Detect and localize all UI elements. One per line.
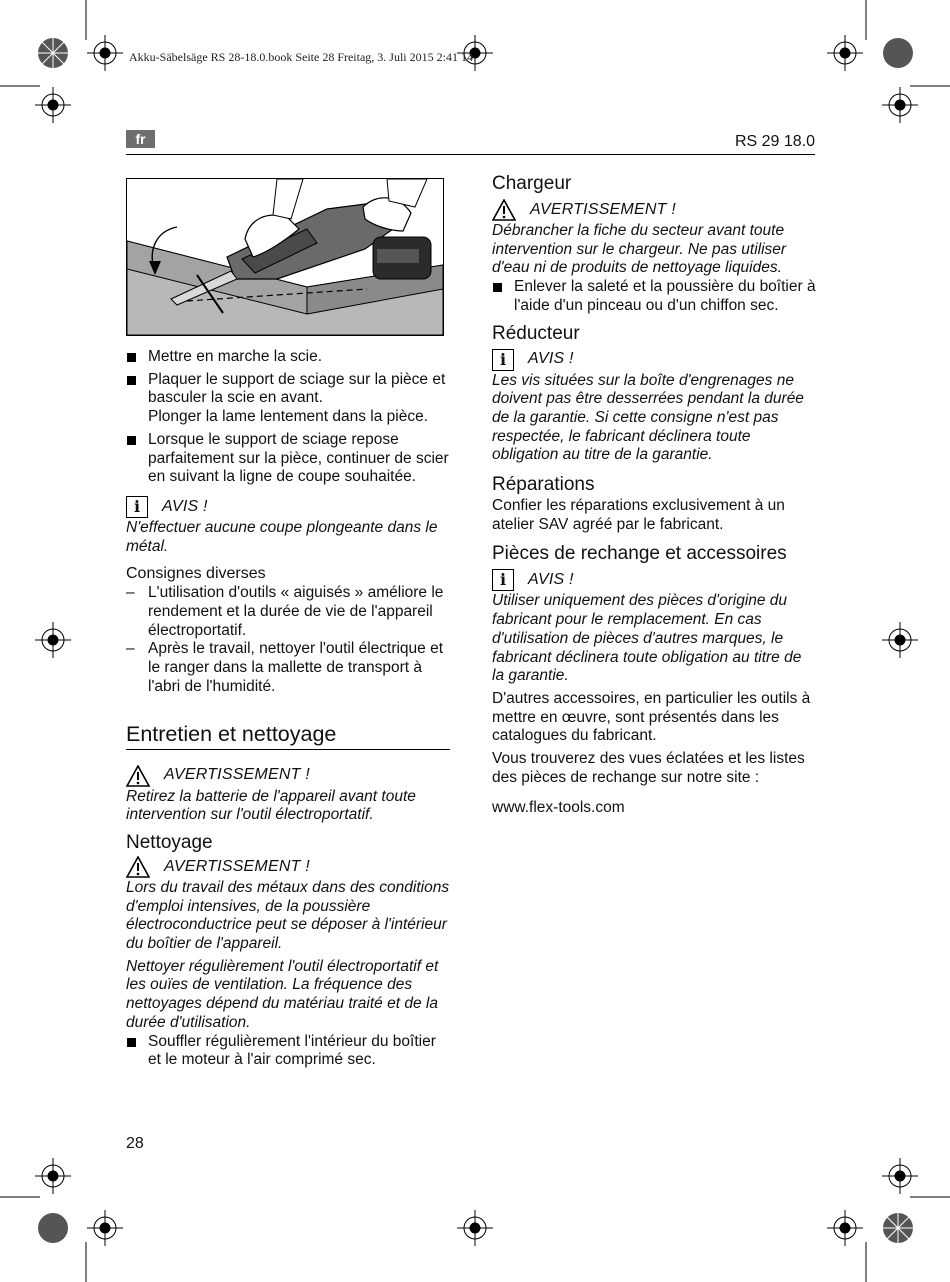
warning-header: AVERTISSEMENT ! [126,764,450,788]
operation-steps [126,348,450,487]
notice-header: i AVIS ! [492,568,816,592]
warning-text: Nettoyer régulièrement l'outil électroportatif et les ouïes de ventilation. La fréquence des nettoyages dépend du matériau traité et de la durée d'utilisation. [126,957,439,1031]
notice-header: i AVIS ! [492,348,816,372]
list-item: Mettre en marche la scie. [126,348,450,367]
warning-header: AVERTISSEMENT ! [126,855,450,879]
notice-text: Les vis situées sur la boîte d'engrenages ne doivent pas être desserrées pendant la durée de la garantie. Si cette consigne n'est pas respectée, le fabricant déclinera toute obligation au titre de la garantie. [492,371,804,464]
warning-icon [126,856,150,878]
charger-steps [492,278,816,315]
website-link[interactable]: www.flex-tools.com [492,799,625,817]
section-heading: Réducteur [492,322,580,344]
saw-illustration [126,178,444,336]
model-number: RS 29 18.0 [734,133,815,150]
list-item: Enlever la saleté et la poussière du boîtier à l'aide d'un pinceau ou d'un chiffon sec. [492,278,816,315]
warning-header: AVERTISSEMENT ! [492,198,816,222]
list-item: – Après le travail, nettoyer l'outil électrique et le ranger dans la mallette de transport à l'abri de l'humidité. [126,640,450,696]
warning-text: Débrancher la fiche du secteur avant toute intervention sur le chargeur. Ne pas utiliser d'eau ni de produits de nettoyage liquides. [492,222,787,277]
left-column [126,178,450,1074]
info-icon: i [492,349,514,371]
section-heading: Réparations [492,474,595,496]
cleaning-steps [126,1033,450,1070]
section-heading: Pièces de rechange et accessoires [492,543,787,565]
section-heading: Nettoyage [126,831,213,853]
repairs-text: Confier les réparations exclusivement à un atelier SAV agréé par le fabricant. [492,497,785,533]
book-slug: Akku-Säbelsäge RS 28-18.0.book Seite 28 Freitag, 3. Juli 2015 2:41 14 [129,50,473,64]
misc-list [126,584,450,696]
list-item: Lorsque le support de sciage repose parfaitement sur la pièce, continuer de scier en suivant la ligne de coupe souhaitée. [126,431,450,487]
info-icon: i [492,569,514,591]
info-icon: i [126,496,148,518]
page-number: 28 [126,1135,144,1152]
list-item: Plaquer le support de sciage sur la pièce et basculer la scie en avant. Plonger la lame lentement dans la pièce. [126,371,450,427]
warning-icon [492,199,516,221]
notice-text: N'effectuer aucune coupe plongeante dans le métal. [126,518,438,555]
list-item: – L'utilisation d'outils « aiguisés » améliore le rendement et la durée de vie de l'appareil électroportatif. [126,584,450,640]
notice-header: i AVIS ! [126,495,450,519]
warning-text: Retirez la batterie de l'appareil avant toute intervention sur l'outil électroportatif. [126,787,416,824]
notice-text: Utiliser uniquement des pièces d'origine du fabricant pour le remplacement. En cas d'utilisation de pièces d'autres marques, le fabricant déclinera toute obligation au titre de la garantie. [492,592,802,685]
warning-text: Lors du travail des métaux dans des conditions d'emploi intensives, de la poussière électroconductrice peut se déposer à l'intérieur du boîtier de l'appareil. [126,878,450,953]
section-heading: Consignes diverses [126,565,266,583]
warning-icon [126,765,150,787]
language-badge: fr [126,130,155,148]
header-rule [126,154,815,155]
section-heading: Chargeur [492,173,572,194]
parts-text: Vous trouverez des vues éclatées et les listes des pièces de rechange sur notre site : [492,750,805,786]
list-item: Souffler régulièrement l'intérieur du boîtier et le moteur à l'air comprimé sec. [126,1033,450,1070]
parts-text: D'autres accessoires, en particulier les outils à mettre en œuvre, sont présentés dans les catalogues du fabricant. [492,689,811,745]
chapter-heading: Entretien et nettoyage [126,721,450,750]
right-column [492,172,816,818]
